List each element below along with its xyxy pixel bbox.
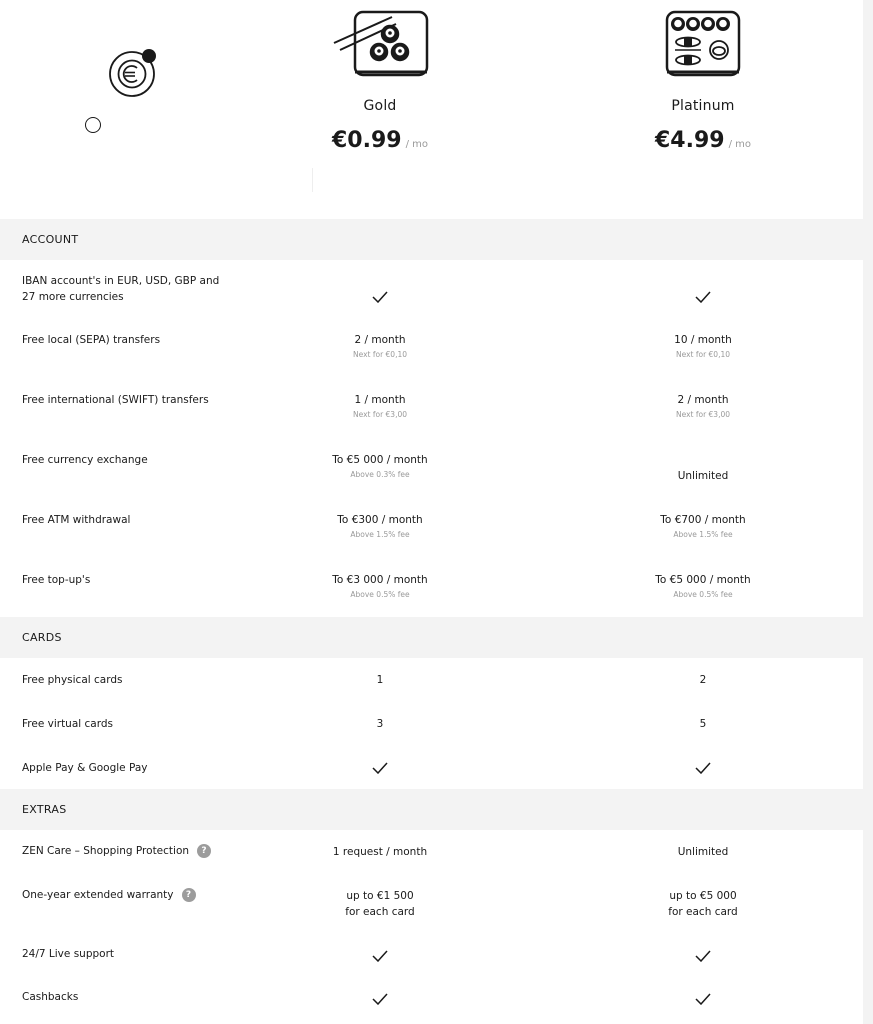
- check-icon: [280, 762, 480, 779]
- table-row: [0, 932, 864, 975]
- check-icon: [280, 993, 480, 1010]
- value-text: 2 / month: [677, 394, 729, 406]
- row-label-text: One-year extended warranty: [22, 889, 174, 901]
- row-label-text: ZEN Care – Shopping Protection: [22, 845, 190, 857]
- row-label-line: 27 more currencies: [22, 291, 124, 303]
- gold-value: [280, 572, 480, 602]
- value-note: Above 0.5% fee: [673, 590, 733, 599]
- gold-value: [280, 512, 480, 542]
- check-icon: [603, 762, 803, 779]
- platinum-value: [603, 468, 803, 484]
- value-note: Above 0.5% fee: [350, 590, 410, 599]
- gold-value: 3: [376, 718, 384, 730]
- row-label-line: IBAN account's in EUR, USD, GBP and: [22, 275, 220, 287]
- row-label: Free local (SEPA) transfers: [22, 334, 161, 346]
- check-icon: [280, 291, 480, 308]
- plan-gold: [280, 10, 480, 153]
- platinum-value: [603, 888, 803, 920]
- value-text: up to €1 500: [346, 890, 414, 902]
- table-row: [0, 500, 864, 560]
- price-value: €0.99: [331, 128, 402, 153]
- row-label: [22, 843, 211, 859]
- table-row: [0, 380, 864, 440]
- table-row: [0, 320, 864, 380]
- value-text: Unlimited: [677, 470, 729, 482]
- row-label: Free virtual cards: [22, 718, 114, 730]
- value-note: Next for €0,10: [675, 350, 731, 359]
- row-label: Cashbacks: [22, 991, 79, 1003]
- plan-name: Platinum: [671, 98, 735, 114]
- table-row: [0, 975, 864, 1018]
- platinum-value: 2: [699, 674, 707, 686]
- row-label: Free top-up's: [22, 574, 91, 586]
- value-note: Above 1.5% fee: [350, 530, 410, 539]
- value-note: Next for €0,10: [352, 350, 408, 359]
- row-label: Free ATM withdrawal: [22, 514, 131, 526]
- row-label: Apple Pay & Google Pay: [22, 762, 148, 774]
- platinum-value: [603, 512, 803, 542]
- value-text: To €5 000 / month: [655, 574, 751, 586]
- row-label: [22, 273, 219, 305]
- value-text: up to €5 000: [669, 890, 737, 902]
- plan-price: [603, 128, 803, 153]
- gold-value: [280, 452, 480, 482]
- page-scroll-edge: [863, 0, 873, 1024]
- gold-value: [280, 332, 480, 362]
- check-icon: [280, 950, 480, 967]
- table-row: [0, 874, 864, 932]
- sushi-platter-icon: [653, 10, 753, 80]
- check-icon: [603, 993, 803, 1010]
- value-text: 10 / month: [674, 334, 732, 346]
- value-text: for each card: [345, 906, 415, 918]
- section-cards: CARDS: [0, 617, 864, 658]
- row-label: 24/7 Live support: [22, 948, 115, 960]
- help-icon[interactable]: ?: [197, 844, 211, 858]
- platinum-value: [603, 332, 803, 362]
- plan-platinum: [603, 10, 803, 153]
- plan-price: [280, 128, 480, 153]
- euro-coin-icon: [108, 47, 158, 97]
- table-row: [0, 560, 864, 617]
- gold-value: 1: [376, 674, 384, 686]
- row-label: Free physical cards: [22, 674, 123, 686]
- gold-value: [280, 888, 480, 920]
- table-row: [0, 702, 864, 746]
- platinum-value: [603, 572, 803, 602]
- value-text: To €5 000 / month: [332, 454, 428, 466]
- value-note: Above 1.5% fee: [673, 530, 733, 539]
- plans-header: [0, 0, 864, 219]
- divider: [312, 168, 313, 192]
- value-note: Next for €3,00: [675, 410, 731, 419]
- check-icon: [603, 950, 803, 967]
- platinum-value: Unlimited: [677, 846, 729, 858]
- table-row: [0, 658, 864, 702]
- value-text: To €300 / month: [337, 514, 423, 526]
- row-label: Free international (SWIFT) transfers: [22, 394, 209, 406]
- table-row: [0, 440, 864, 500]
- check-icon: [603, 291, 803, 308]
- price-value: €4.99: [654, 128, 725, 153]
- row-label: [22, 887, 196, 903]
- indicator-dot: [85, 117, 101, 133]
- value-text: 1 / month: [354, 394, 406, 406]
- value-text: 2 / month: [354, 334, 406, 346]
- value-text: To €700 / month: [660, 514, 746, 526]
- gold-value: [280, 392, 480, 422]
- price-period: / mo: [728, 139, 751, 150]
- section-account: ACCOUNT: [0, 219, 864, 260]
- price-period: / mo: [405, 139, 428, 150]
- section-extras: EXTRAS: [0, 789, 864, 830]
- value-text: To €3 000 / month: [332, 574, 428, 586]
- value-note: Next for €3,00: [352, 410, 408, 419]
- table-row: [0, 260, 864, 320]
- help-icon[interactable]: ?: [182, 888, 196, 902]
- plan-name: Gold: [363, 98, 397, 114]
- table-row: [0, 746, 864, 789]
- row-label: Free currency exchange: [22, 454, 148, 466]
- platinum-value: 5: [699, 718, 707, 730]
- sushi-roll-chopsticks-icon: [330, 10, 430, 80]
- gold-value: 1 request / month: [332, 846, 428, 858]
- value-note: Above 0.3% fee: [350, 470, 410, 479]
- value-text: for each card: [668, 906, 738, 918]
- platinum-value: [603, 392, 803, 422]
- table-row: [0, 830, 864, 874]
